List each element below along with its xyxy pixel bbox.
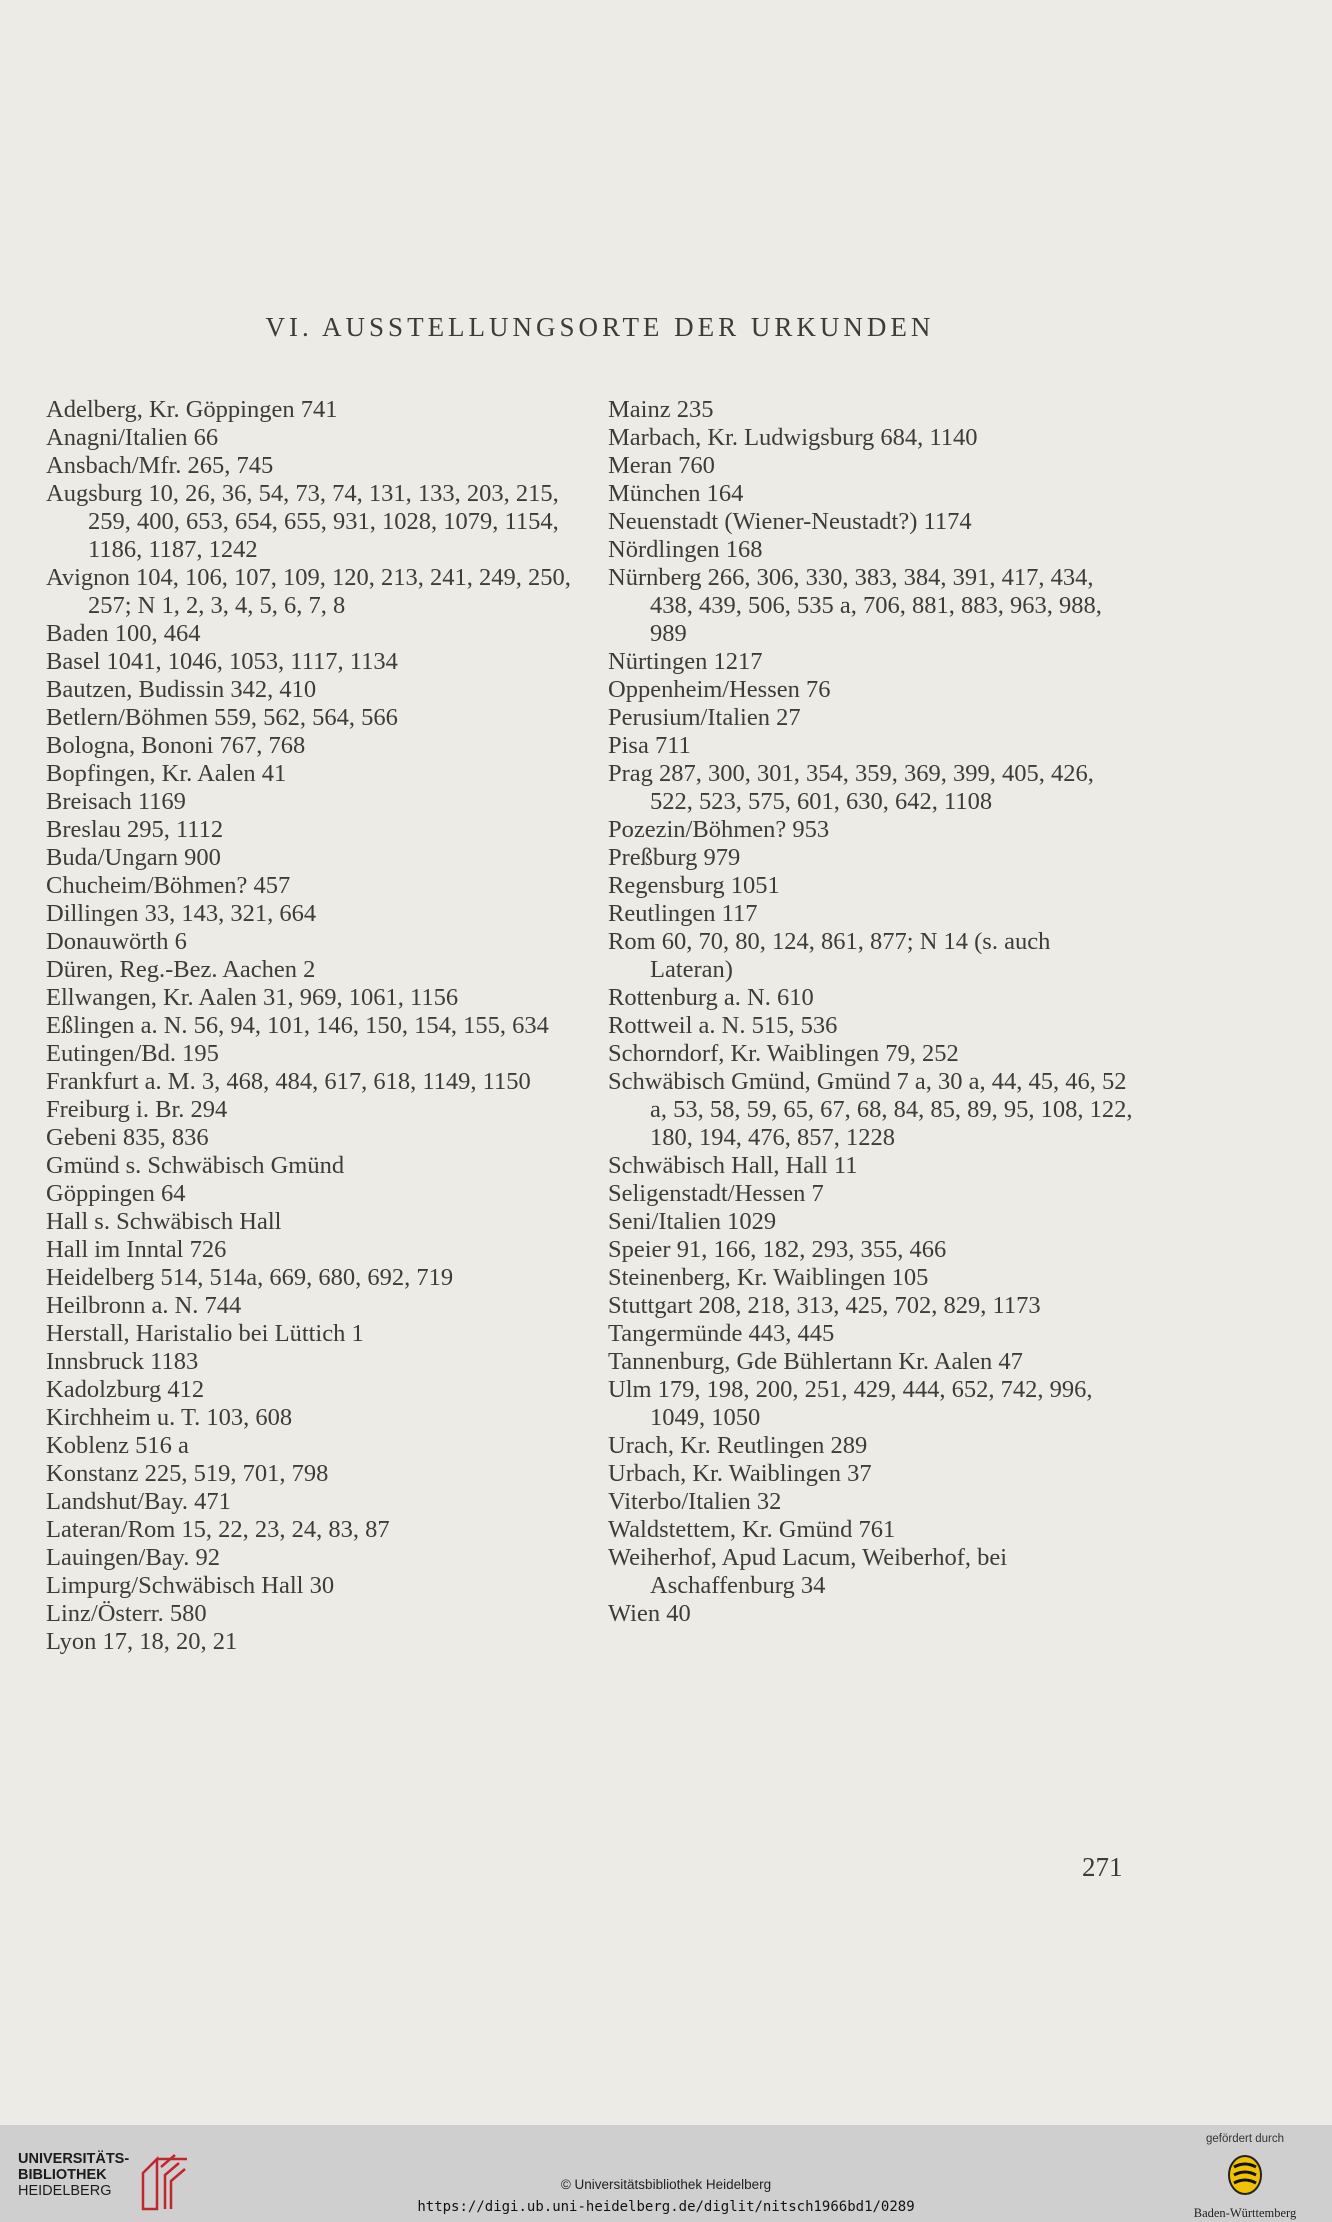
index-entry: Hall im Inntal 726 <box>46 1236 227 1263</box>
index-entry: Marbach, Kr. Ludwigsburg 684, 1140 <box>608 424 978 451</box>
index-entry: Basel 1041, 1046, 1053, 1117, 1134 <box>46 648 398 675</box>
index-entry: Avignon 104, 106, 107, 109, 120, 213, 241, 249, 250, 257; N 1, 2, 3, 4, 5, 6, 7, 8 <box>46 564 571 619</box>
index-entry: Breisach 1169 <box>46 788 186 815</box>
index-entry: Lyon 17, 18, 20, 21 <box>46 1628 238 1655</box>
index-entry: Innsbruck 1183 <box>46 1348 199 1375</box>
index-entry: Urbach, Kr. Waiblingen 37 <box>608 1460 872 1487</box>
index-entry: Nördlingen 168 <box>608 536 763 563</box>
index-entry: Stuttgart 208, 218, 313, 425, 702, 829, 1173 <box>608 1292 1041 1319</box>
index-entry: Eßlingen a. N. 56, 94, 101, 146, 150, 154, 155, 634 <box>46 1012 549 1039</box>
index-entry: Kadolzburg 412 <box>46 1376 205 1403</box>
index-entry: Frankfurt a. M. 3, 468, 484, 617, 618, 1149, 1150 <box>46 1068 531 1095</box>
left-column-index <box>46 396 586 1656</box>
index-entry: Gmünd s. Schwäbisch Gmünd <box>46 1152 345 1179</box>
index-entry: Seni/Italien 1029 <box>608 1208 777 1235</box>
index-entry: Wien 40 <box>608 1600 691 1627</box>
index-entry: Tangermünde 443, 445 <box>608 1320 835 1347</box>
index-entry: München 164 <box>608 480 744 507</box>
index-entry: Konstanz 225, 519, 701, 798 <box>46 1460 329 1487</box>
index-entry: Linz/Österr. 580 <box>46 1600 207 1627</box>
library-name-line2: BIBLIOTHEK <box>18 2167 107 2183</box>
index-entry: Bologna, Bononi 767, 768 <box>46 732 306 759</box>
index-entry: Lateran/Rom 15, 22, 23, 24, 83, 87 <box>46 1516 390 1543</box>
right-column-index <box>608 396 1136 1628</box>
index-entry: Schwäbisch Hall, Hall 11 <box>608 1152 858 1179</box>
index-entry: Bopfingen, Kr. Aalen 41 <box>46 760 287 787</box>
index-entry: Donauwörth 6 <box>46 928 187 955</box>
index-entry: Breslau 295, 1112 <box>46 816 224 843</box>
index-entry: Lauingen/Bay. 92 <box>46 1544 220 1571</box>
index-entry: Limpurg/Schwäbisch Hall 30 <box>46 1572 335 1599</box>
index-entry: Waldstettem, Kr. Gmünd 761 <box>608 1516 896 1543</box>
index-entry: Steinenberg, Kr. Waiblingen 105 <box>608 1264 929 1291</box>
index-entry: Buda/Ungarn 900 <box>46 844 221 871</box>
index-entry: Preßburg 979 <box>608 844 741 871</box>
index-entry: Ulm 179, 198, 200, 251, 429, 444, 652, 742, 996, 1049, 1050 <box>608 1376 1093 1431</box>
index-entry: Rottweil a. N. 515, 536 <box>608 1012 838 1039</box>
index-entry: Gebeni 835, 836 <box>46 1124 209 1151</box>
index-entry: Augsburg 10, 26, 36, 54, 73, 74, 131, 133, 203, 215, 259, 400, 653, 654, 655, 931, 1028, 1079, 1154, 1186, 1187, 1242 <box>46 480 559 563</box>
index-entry: Dillingen 33, 143, 321, 664 <box>46 900 317 927</box>
index-entry: Nürnberg 266, 306, 330, 383, 384, 391, 417, 434, 438, 439, 506, 535 a, 706, 881, 883, 963, 988, 989 <box>608 564 1102 647</box>
index-entry: Baden 100, 464 <box>46 620 201 647</box>
index-entry: Herstall, Haristalio bei Lüttich 1 <box>46 1320 364 1347</box>
index-entry: Bautzen, Budissin 342, 410 <box>46 676 317 703</box>
index-entry: Tannenburg, Gde Bühlertann Kr. Aalen 47 <box>608 1348 1023 1375</box>
index-entry: Viterbo/Italien 32 <box>608 1488 782 1515</box>
index-entry: Speier 91, 166, 182, 293, 355, 466 <box>608 1236 947 1263</box>
index-entry: Nürtingen 1217 <box>608 648 763 675</box>
index-entry: Landshut/Bay. 471 <box>46 1488 231 1515</box>
index-entry: Chucheim/Böhmen? 457 <box>46 872 291 899</box>
index-entry: Seligenstadt/Hessen 7 <box>608 1180 824 1207</box>
state-coat-of-arms-icon <box>1224 2153 1266 2201</box>
index-entry: Kirchheim u. T. 103, 608 <box>46 1404 293 1431</box>
index-entry: Ansbach/Mfr. 265, 745 <box>46 452 274 479</box>
library-city: HEIDELBERG <box>18 2183 112 2199</box>
document-url-link[interactable]: https://digi.ub.uni-heidelberg.de/diglit/nitsch1966bd1/0289 <box>417 2199 915 2215</box>
funding-notice <box>1170 2133 1320 2220</box>
copyright-text: © Universitätsbibliothek Heidelberg <box>560 2177 772 2192</box>
index-entry: Düren, Reg.-Bez. Aachen 2 <box>46 956 316 983</box>
index-entry: Mainz 235 <box>608 396 714 423</box>
index-entry: Prag 287, 300, 301, 354, 359, 369, 399, 405, 426, 522, 523, 575, 601, 630, 642, 1108 <box>608 760 1094 815</box>
index-entry: Oppenheim/Hessen 76 <box>608 676 831 703</box>
index-entry: Freiburg i. Br. 294 <box>46 1096 228 1123</box>
index-entry: Koblenz 516 a <box>46 1432 189 1459</box>
section-heading: VI. AUSSTELLUNGSORTE DER URKUNDEN <box>265 312 935 342</box>
index-entry: Eutingen/Bd. 195 <box>46 1040 219 1067</box>
page-number: 271 <box>1082 1852 1123 1882</box>
index-entry: Regensburg 1051 <box>608 872 780 899</box>
index-entry: Schwäbisch Gmünd, Gmünd 7 a, 30 a, 44, 45, 46, 52 a, 53, 58, 59, 65, 67, 68, 84, 85, 89, 95, 108, 122, 180, 194, 476, 857, 1228 <box>608 1068 1133 1151</box>
funded-by-label: gefördert durch <box>1206 2133 1284 2145</box>
index-entry: Neuenstadt (Wiener-Neustadt?) 1174 <box>608 508 972 535</box>
index-entry: Schorndorf, Kr. Waiblingen 79, 252 <box>608 1040 959 1067</box>
index-entry: Adelberg, Kr. Göppingen 741 <box>46 396 338 423</box>
index-entry: Rottenburg a. N. 610 <box>608 984 814 1011</box>
index-entry: Hall s. Schwäbisch Hall <box>46 1208 282 1235</box>
library-name-line1: UNIVERSITÄTS- <box>18 2151 130 2167</box>
index-entry: Pozezin/Böhmen? 953 <box>608 816 830 843</box>
footer-bar <box>0 2125 1332 2222</box>
index-entry: Urach, Kr. Reutlingen 289 <box>608 1432 868 1459</box>
index-entry: Betlern/Böhmen 559, 562, 564, 566 <box>46 704 398 731</box>
index-entry: Ellwangen, Kr. Aalen 31, 969, 1061, 1156 <box>46 984 459 1011</box>
index-entry: Pisa 711 <box>608 732 691 759</box>
index-entry: Perusium/Italien 27 <box>608 704 801 731</box>
index-entry: Rom 60, 70, 80, 124, 861, 877; N 14 (s. auch Lateran) <box>608 928 1051 983</box>
index-entry: Göppingen 64 <box>46 1180 186 1207</box>
index-entry: Heilbronn a. N. 744 <box>46 1292 242 1319</box>
index-entry: Reutlingen 117 <box>608 900 758 927</box>
index-entry: Anagni/Italien 66 <box>46 424 219 451</box>
funder-name: Baden-Württemberg <box>1193 2206 1297 2220</box>
index-entry: Meran 760 <box>608 452 715 479</box>
index-entry: Weiherhof, Apud Lacum, Weiberhof, bei Aschaffenburg 34 <box>608 1544 1008 1599</box>
index-entry: Heidelberg 514, 514a, 669, 680, 692, 719 <box>46 1264 454 1291</box>
